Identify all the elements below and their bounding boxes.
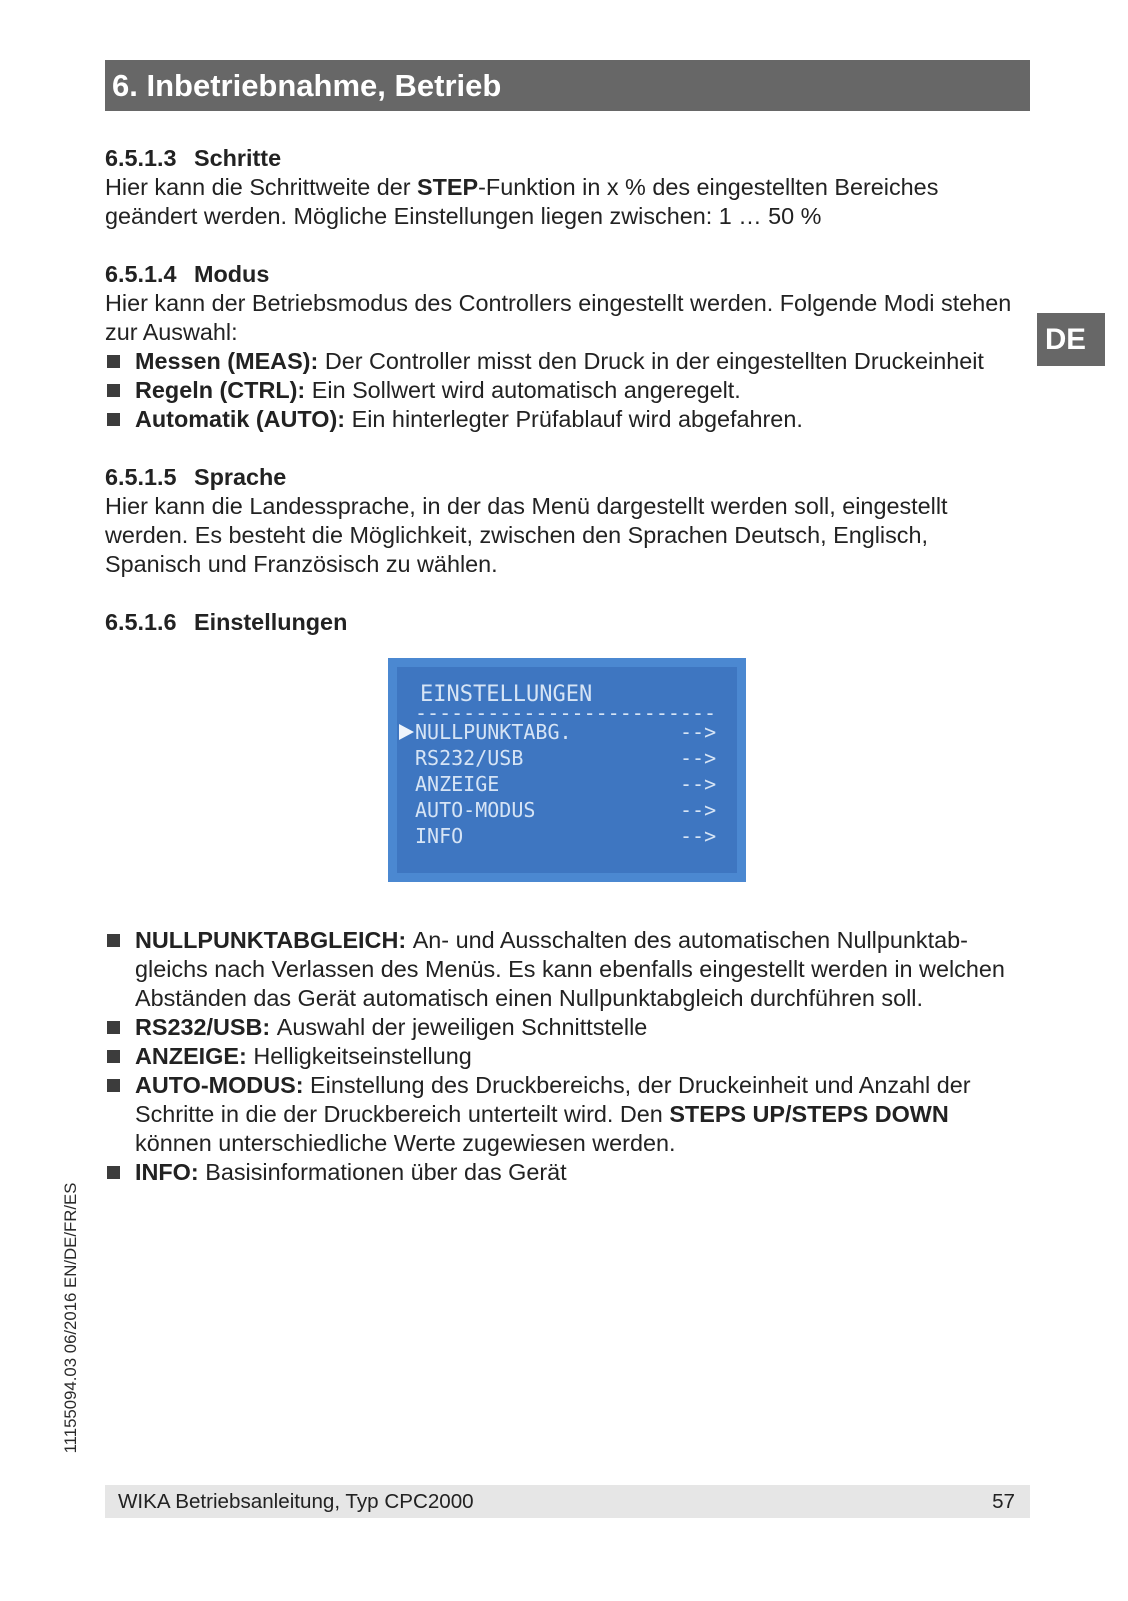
screen-menu-arrow: --> — [680, 720, 717, 744]
screen-menu-item-nullpunktabg — [415, 719, 720, 745]
list-item-line — [135, 1100, 1035, 1129]
text-run: -Funktion in x % des eingestellten Bereiches — [478, 174, 939, 200]
list-item-term: Regeln (CTRL): — [135, 377, 306, 403]
list-item-mode-meas — [105, 347, 1035, 376]
blank-line — [105, 579, 1035, 608]
screen-menu-item-rs232-usb — [415, 745, 720, 771]
list-item-term: Automatik (AUTO): — [135, 406, 346, 432]
list-item-term: Messen (MEAS): — [135, 348, 319, 374]
device-menu-screenshot — [388, 658, 746, 882]
screen-menu-list — [415, 719, 720, 849]
square-bullet-icon — [107, 1021, 120, 1034]
screen-menu-item-anzeige — [415, 771, 720, 797]
paragraph-line: zur Auswahl: — [105, 319, 238, 345]
list-item-anzeige — [105, 1042, 1035, 1071]
list-item-line — [135, 1071, 1035, 1100]
screen-menu-item-label: NULLPUNKTABG. — [415, 720, 572, 744]
list-item-rs232-usb — [105, 1013, 1035, 1042]
section-number: 6.5.1.6 — [105, 609, 177, 635]
emphasis-steps-up-down: STEPS UP/STEPS DOWN — [669, 1101, 949, 1127]
list-item-line: gleichs nach Verlassen des Menüs. Es kann ebenfalls eingestellt werden in welchen — [135, 956, 1005, 982]
content-lower — [105, 926, 1035, 1187]
language-tab — [1037, 313, 1105, 366]
list-item-mode-auto — [105, 405, 1035, 434]
text-run: Schritte in die der Druckbereich unterteilt wird. Den — [135, 1101, 670, 1127]
screen-menu-item-info — [415, 823, 720, 849]
emphasis-step: STEP — [417, 174, 479, 200]
screen-menu-arrow: --> — [680, 798, 717, 822]
screen-menu-arrow: --> — [680, 772, 717, 796]
list-item-description: Der Controller misst den Druck in der eingestellten Druckeinheit — [324, 348, 984, 374]
square-bullet-icon — [107, 413, 120, 426]
text-run: Hier kann die Schrittweite der — [105, 174, 418, 200]
section-title: Sprache — [194, 464, 287, 490]
paragraph-line: geändert werden. Mögliche Einstellungen liegen zwischen: 1 … 50 % — [105, 203, 822, 229]
section-number: 6.5.1.4 — [105, 261, 177, 287]
list-item-line: Abständen das Gerät automatisch einen Nullpunktabgleich durchführen soll. — [135, 985, 923, 1011]
square-bullet-icon — [107, 1166, 120, 1179]
list-item-mode-ctrl — [105, 376, 1035, 405]
chapter-header-bar — [105, 60, 1030, 111]
list-item-line — [135, 1042, 1035, 1071]
screen-menu-item-label: AUTO-MODUS — [415, 798, 536, 822]
footer-document-title: WIKA Betriebsanleitung, Typ CPC2000 — [118, 1490, 474, 1513]
blank-line — [105, 434, 1035, 463]
section-heading-sprache — [105, 463, 1035, 492]
page-number: 57 — [992, 1490, 1015, 1513]
list-item-term: NULLPUNKTABGLEICH: — [135, 927, 407, 953]
screen-menu-item-label: RS232/USB — [415, 746, 524, 770]
screen-menu-arrow: --> — [680, 746, 717, 770]
list-item-description: An- und Ausschalten des automatischen Nullpunktab- — [412, 927, 968, 953]
list-item-term: ANZEIGE: — [135, 1043, 247, 1069]
square-bullet-icon — [107, 355, 120, 368]
blank-line — [105, 231, 1035, 260]
screen-menu-item-auto-modus — [415, 797, 720, 823]
list-item-line — [135, 926, 1035, 955]
page-footer — [105, 1485, 1030, 1518]
document-code: 11155094.03 06/2016 EN/DE/FR/ES — [61, 1182, 80, 1454]
list-item-description: Helligkeitseinstellung — [253, 1043, 472, 1069]
list-item-description: Einstellung des Druckbereichs, der Druckeinheit und Anzahl der — [310, 1072, 971, 1098]
square-bullet-icon — [107, 384, 120, 397]
chapter-title: 6. Inbetriebnahme, Betrieb — [112, 68, 502, 103]
language-tab-label: DE — [1045, 323, 1086, 356]
list-item-description: Ein Sollwert wird automatisch angeregelt. — [311, 377, 741, 403]
section-heading-modus — [105, 260, 1035, 289]
list-item-line: können unterschiedliche Werte zugewiesen werden. — [135, 1130, 676, 1156]
list-item-line — [135, 1013, 1035, 1042]
list-item-description: Auswahl der jeweiligen Schnittstelle — [276, 1014, 648, 1040]
list-item-term: AUTO-MODUS: — [135, 1072, 304, 1098]
paragraph-line: Spanisch und Französisch zu wählen. — [105, 551, 498, 577]
list-item-line — [135, 1158, 1035, 1187]
paragraph-line: Hier kann der Betriebsmodus des Controllers eingestellt werden. Folgende Modi stehen — [105, 290, 1012, 316]
list-item-term: RS232/USB: — [135, 1014, 271, 1040]
screen-menu-arrow: --> — [680, 824, 717, 848]
section-title: Modus — [194, 261, 270, 287]
content-upper — [105, 144, 1035, 637]
section-number: 6.5.1.5 — [105, 464, 177, 490]
section-title: Einstellungen — [194, 609, 348, 635]
list-item-description: Ein hinterlegter Prüfablauf wird abgefahren. — [351, 406, 803, 432]
section-title: Schritte — [194, 145, 282, 171]
square-bullet-icon — [107, 1050, 120, 1063]
section-number: 6.5.1.3 — [105, 145, 177, 171]
screen-separator: ------------------------- — [415, 701, 717, 725]
screen-menu-item-label: INFO — [415, 824, 464, 848]
list-item-info — [105, 1158, 1035, 1187]
screen-menu-title: EINSTELLUNGEN — [420, 682, 593, 707]
square-bullet-icon — [107, 1079, 120, 1092]
section-heading-schritte — [105, 144, 1035, 173]
list-item-nullpunktabgleich — [105, 926, 1035, 1013]
list-item-auto-modus — [105, 1071, 1035, 1158]
screen-menu-item-label: ANZEIGE — [415, 772, 500, 796]
list-item-description: Basisinformationen über das Gerät — [205, 1159, 567, 1185]
list-item-term: INFO: — [135, 1159, 199, 1185]
paragraph-line: Hier kann die Landessprache, in der das Menü dargestellt werden soll, eingestellt — [105, 493, 948, 519]
paragraph-line — [105, 173, 1035, 202]
square-bullet-icon — [107, 934, 120, 947]
paragraph-line: werden. Es besteht die Möglichkeit, zwischen den Sprachen Deutsch, Englisch, — [105, 522, 929, 548]
section-heading-einstellungen — [105, 608, 1035, 637]
selection-triangle-icon — [399, 724, 414, 740]
